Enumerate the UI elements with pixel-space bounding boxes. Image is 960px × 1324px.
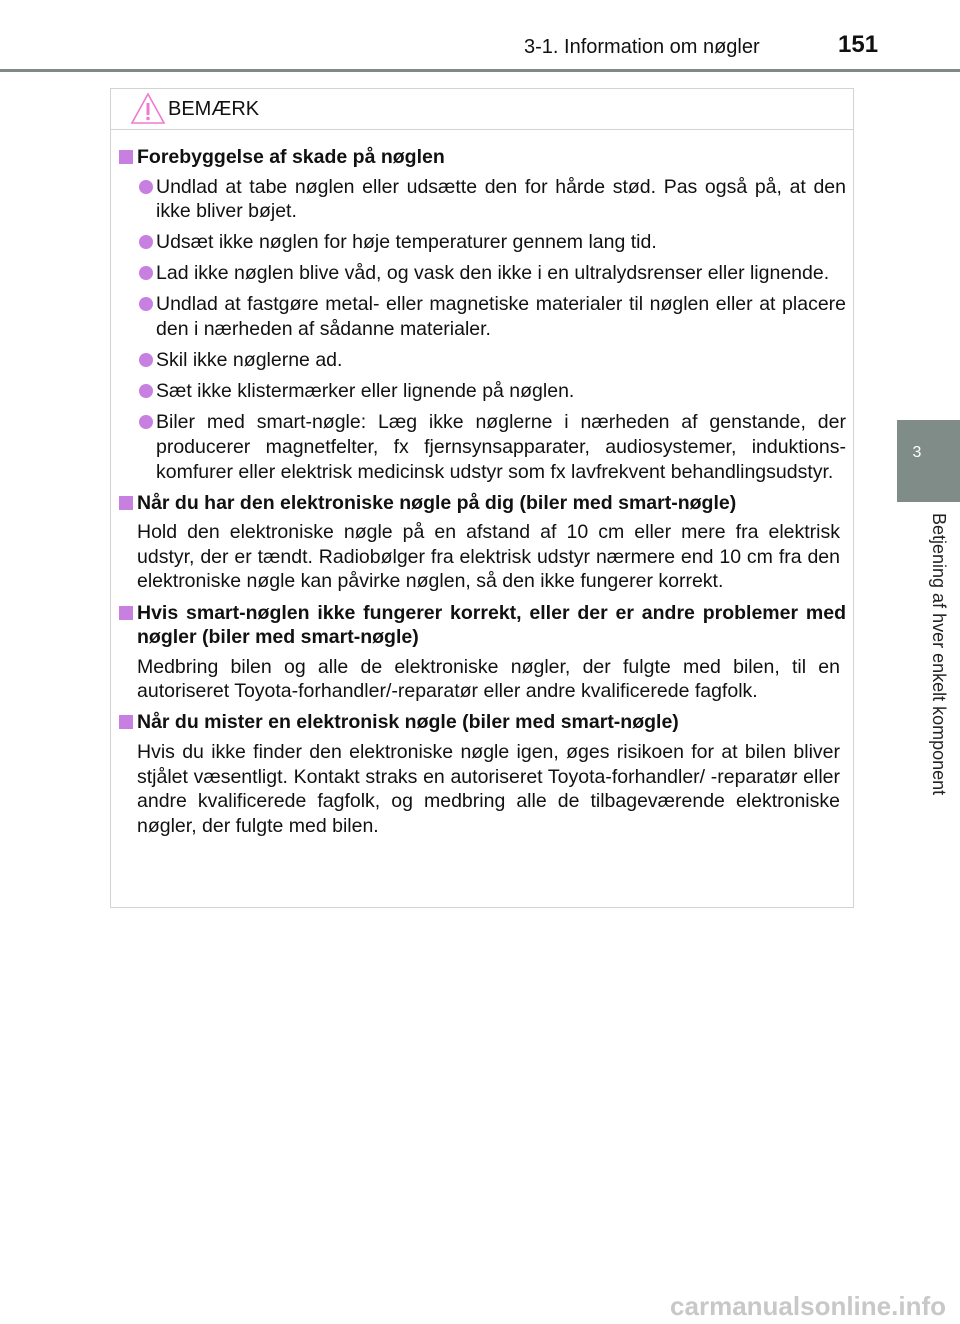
list-item [119,348,846,373]
heading-text: Når du har den elektroniske nøgle på dig (biler med smart-nøgle) [137,491,737,514]
heading-text: Hvis smart-nøglen ikke fungerer korrekt, eller der er andre problemer med nøgler (biler med smart-nøgle) [137,601,846,649]
heading-text: Forebyggelse af skade på nøglen [137,146,445,168]
chapter-tab [897,420,960,502]
round-bullet-icon [139,415,153,429]
item-text: Undlad at fastgøre metal- eller magnetiske materialer til nøglen eller at placere den i nærheden af sådanne materialer. [156,293,846,341]
notice-header [111,89,853,130]
chapter-label: Betjening af hver enkelt komponent [929,513,949,796]
round-bullet-icon [139,235,153,249]
section-text: Hold den elektroniske nøgle på en afstand af 10 cm eller mere fra elektrisk udstyr, der er tændt. Radiobølger fra elektrisk udstyr nærmere end 10 cm fra den elektroniske nøgle kan påvirke nøglen, så den ikke fungerer korrekt. [137,521,840,593]
list-item [119,292,846,341]
section-heading [119,491,846,516]
page-number: 151 [838,31,879,58]
item-text: Udsæt ikke nøglen for høje temperaturer gennem lang tid. [156,231,657,254]
section-text: Medbring bilen og alle de elektroniske nøgler, der fulgte med bilen, til en autoriseret Toyota-forhandler/-reparatør eller andre kvalificerede fagfolk. [137,655,840,703]
list-item [119,175,846,224]
item-text: Lad ikke nøglen blive våd, og vask den ikke i en ultralydsrenser eller lignende. [156,262,830,285]
section-title: 3-1. Information om nøgler [524,36,760,58]
list-item [119,230,846,255]
notice-title: BEMÆRK [168,98,260,120]
notice-box [110,88,854,908]
list-item [119,379,846,404]
square-bullet-icon [119,715,133,729]
square-bullet-icon [119,496,133,510]
chapter-number: 3 [912,444,922,461]
round-bullet-icon [139,384,153,398]
section-heading [119,710,846,735]
list-item [119,261,846,286]
notice-content [119,145,846,845]
round-bullet-icon [139,180,153,194]
warning-icon [130,92,166,125]
round-bullet-icon [139,266,153,280]
section-heading [119,145,846,170]
square-bullet-icon [119,606,133,620]
section-text: Hvis du ikke finder den elektroniske nøgle igen, øges risikoen for at bilen bliver stjålet væsentligt. Kontakt straks en autoriseret Toyota-forhandler/ -reparatør eller andre kvalificerede fagfolk, og medbring alle de tilbageværende elektroniske nøgler, der fulgte med bilen. [137,740,840,837]
watermark: carmanualsonline.info [670,1291,946,1321]
item-text: Biler med smart-nøgle: Læg ikke nøglerne i nærheden af genstande, der producerer magnetfelter, fx fjernsynsapparater, audiosystemer, induktionskomfurer eller elektrisk medicinsk udstyr som fx lavfrekvent behandlingsudstyr. [156,411,846,483]
square-bullet-icon [119,150,133,164]
list-item [119,410,846,484]
round-bullet-icon [139,353,153,367]
item-text: Undlad at tabe nøglen eller udsætte den for hårde stød. Pas også på, at den ikke bliver bøjet. [156,175,846,223]
round-bullet-icon [139,297,153,311]
item-text: Skil ikke nøglerne ad. [156,349,343,372]
section-heading [119,601,846,650]
header-divider [0,69,960,72]
item-text: Sæt ikke klistermærker eller lignende på nøglen. [156,380,575,403]
heading-text: Når du mister en elektronisk nøgle (biler med smart-nøgle) [137,711,679,734]
